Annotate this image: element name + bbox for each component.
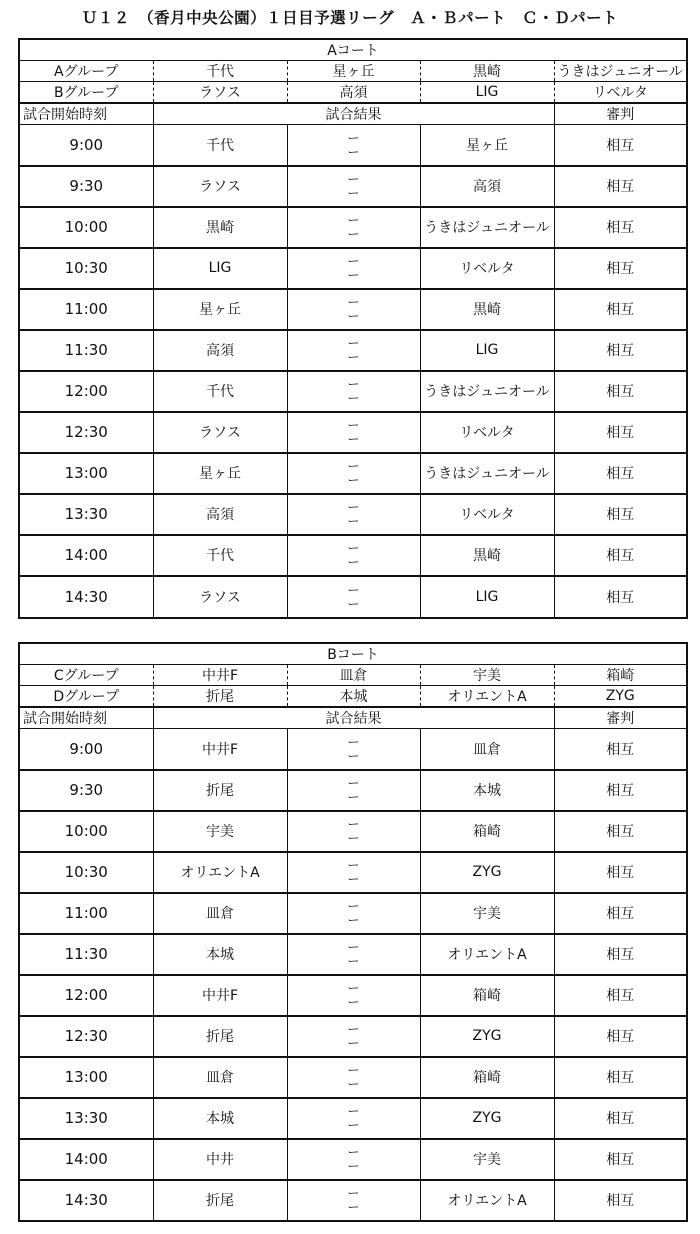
court-name: Aコート [19, 39, 687, 61]
away-team: 宇美 [420, 893, 554, 934]
score-home: ー [347, 1145, 360, 1159]
group-label: Cグループ [19, 665, 153, 686]
home-team: ラソス [153, 166, 287, 207]
match-referee: 相互 [554, 811, 687, 852]
score-away: ー [347, 1118, 360, 1132]
home-team: 本城 [153, 934, 287, 975]
match-time: 10:00 [19, 811, 153, 852]
match-score [287, 207, 420, 248]
match-row [19, 535, 687, 576]
match-time: 14:00 [19, 1139, 153, 1180]
match-time: 14:00 [19, 535, 153, 576]
match-referee: 相互 [554, 852, 687, 893]
score-home: ー [347, 1104, 360, 1118]
match-referee: 相互 [554, 975, 687, 1016]
referee-header: 審判 [554, 103, 687, 125]
away-team: 黒崎 [420, 289, 554, 330]
match-time: 11:00 [19, 289, 153, 330]
match-score [287, 535, 420, 576]
score-home: ー [347, 940, 360, 954]
group-team: リベルタ [554, 82, 687, 104]
away-team: 宇美 [420, 1139, 554, 1180]
score-home: ー [347, 172, 360, 186]
match-score [287, 412, 420, 453]
away-team: ZYG [420, 1098, 554, 1139]
match-row [19, 125, 687, 166]
match-row [19, 576, 687, 618]
score-home: ー [347, 130, 360, 145]
score-away: ー [347, 350, 360, 364]
away-team: ZYG [420, 1016, 554, 1057]
group-team: ラソス [153, 82, 287, 104]
match-referee: 相互 [554, 770, 687, 811]
score-home: ー [347, 377, 360, 391]
match-row [19, 207, 687, 248]
score-home: ー [347, 336, 360, 350]
result-header: 試合結果 [153, 707, 554, 729]
match-row [19, 934, 687, 975]
match-row [19, 1098, 687, 1139]
away-team: リベルタ [420, 412, 554, 453]
match-referee: 相互 [554, 166, 687, 207]
match-referee: 相互 [554, 248, 687, 289]
match-score [287, 1139, 420, 1180]
group-team: 本城 [287, 686, 420, 708]
match-time: 13:00 [19, 1057, 153, 1098]
match-score [287, 852, 420, 893]
match-score [287, 248, 420, 289]
match-time: 10:30 [19, 852, 153, 893]
score-away: ー [347, 596, 360, 611]
group-team: LIG [420, 82, 554, 104]
group-row-d [19, 686, 687, 708]
away-team: 箱崎 [420, 1057, 554, 1098]
home-team: 中井 [153, 1139, 287, 1180]
away-team: LIG [420, 576, 554, 618]
match-time: 13:30 [19, 494, 153, 535]
match-row [19, 289, 687, 330]
away-team: うきはジュニオール [420, 453, 554, 494]
match-referee: 相互 [554, 576, 687, 618]
match-score [287, 125, 420, 166]
score-away: ー [347, 1159, 360, 1173]
score-away: ー [347, 144, 360, 159]
home-team: 黒崎 [153, 207, 287, 248]
match-referee: 相互 [554, 729, 687, 770]
score-home: ー [347, 254, 360, 268]
group-team: 皿倉 [287, 665, 420, 686]
home-team: 皿倉 [153, 893, 287, 934]
column-header-row [19, 707, 687, 729]
score-away: ー [347, 186, 360, 200]
away-team: ZYG [420, 852, 554, 893]
home-team: 折尾 [153, 1016, 287, 1057]
group-team: 中井F [153, 665, 287, 686]
group-team: 折尾 [153, 686, 287, 708]
match-time: 14:30 [64, 587, 108, 606]
match-time: 9:00 [19, 125, 153, 166]
court-b-schedule-table [18, 642, 688, 1222]
home-team: 高須 [153, 494, 287, 535]
match-row [19, 811, 687, 852]
home-team: 中井F [153, 975, 287, 1016]
home-team: 千代 [153, 125, 287, 166]
score-home: ー [347, 213, 360, 227]
home-team: 千代 [153, 371, 287, 412]
away-team: 箱崎 [420, 975, 554, 1016]
match-referee: 相互 [554, 1098, 687, 1139]
home-team: 皿倉 [153, 1057, 287, 1098]
score-away: ー [347, 227, 360, 241]
home-team: ラソス [153, 576, 287, 618]
match-score [287, 330, 420, 371]
group-team: 宇美 [420, 665, 554, 686]
score-home: ー [347, 418, 360, 432]
match-time: 11:30 [19, 934, 153, 975]
match-time: 14:30 [64, 1191, 108, 1209]
match-referee: 相互 [554, 125, 687, 166]
match-score [287, 1098, 420, 1139]
match-time: 12:00 [19, 371, 153, 412]
group-label: Bグループ [19, 82, 153, 104]
result-header: 試合結果 [153, 103, 554, 125]
home-team: 宇美 [153, 811, 287, 852]
match-row [19, 494, 687, 535]
match-score [287, 166, 420, 207]
group-row-a [19, 61, 687, 82]
match-score [287, 729, 420, 770]
score-home: ー [347, 776, 360, 790]
home-team: 折尾 [153, 1180, 287, 1221]
home-team: 星ヶ丘 [153, 289, 287, 330]
match-score [287, 371, 420, 412]
home-team: 星ヶ丘 [153, 453, 287, 494]
score-home: ー [347, 1063, 360, 1077]
match-referee: 相互 [554, 371, 687, 412]
group-team: うきはジュニオール [554, 61, 687, 82]
away-team: 箱崎 [420, 811, 554, 852]
page-title: Ｕ１２ （香月中央公園）１日目予選リーグ Ａ・Ｂパート Ｃ・Ｄパート [81, 9, 619, 27]
match-score [287, 770, 420, 811]
group-label: Dグループ [19, 686, 153, 708]
match-row [19, 412, 687, 453]
match-referee: 相互 [554, 289, 687, 330]
match-time: 9:30 [19, 166, 153, 207]
court-header-row [19, 643, 687, 665]
match-row [19, 852, 687, 893]
home-team: LIG [153, 248, 287, 289]
away-team: リベルタ [420, 494, 554, 535]
score-away: ー [347, 913, 360, 927]
score-home: ー [347, 541, 360, 555]
start-time-header: 試合開始時刻 [19, 103, 153, 125]
group-row-c [19, 665, 687, 686]
match-row [19, 975, 687, 1016]
match-row [19, 1180, 687, 1221]
score-away: ー [347, 954, 360, 968]
match-row [19, 1016, 687, 1057]
match-score [287, 289, 420, 330]
column-header-row [19, 103, 687, 125]
match-referee: 相互 [554, 1180, 687, 1221]
match-row [19, 1139, 687, 1180]
match-score [287, 1016, 420, 1057]
match-score [287, 1057, 420, 1098]
match-score [287, 1180, 420, 1221]
score-home: ー [347, 500, 360, 514]
away-team: 星ヶ丘 [420, 125, 554, 166]
referee-header: 審判 [554, 707, 687, 729]
score-away: ー [347, 995, 360, 1009]
court-header-row [19, 39, 687, 61]
match-referee: 相互 [554, 330, 687, 371]
score-away: ー [347, 268, 360, 282]
group-label: Aグループ [19, 61, 153, 82]
away-team: オリエントA [420, 1180, 554, 1221]
court-b-table-body [19, 643, 687, 1221]
score-home: ー [347, 817, 360, 831]
away-team: 黒崎 [420, 535, 554, 576]
home-team: 中井F [153, 729, 287, 770]
match-row [19, 729, 687, 770]
home-team: ラソス [153, 412, 287, 453]
match-row [19, 453, 687, 494]
match-score [287, 576, 420, 618]
score-away: ー [347, 831, 360, 845]
group-team: 高須 [287, 82, 420, 104]
court-a-schedule-table [18, 38, 688, 619]
match-referee: 相互 [554, 494, 687, 535]
match-row [19, 893, 687, 934]
score-away: ー [347, 790, 360, 804]
match-time: 13:00 [19, 453, 153, 494]
home-team: オリエントA [153, 852, 287, 893]
score-away: ー [347, 432, 360, 446]
match-referee: 相互 [554, 893, 687, 934]
match-referee: 相互 [554, 453, 687, 494]
match-referee: 相互 [554, 934, 687, 975]
court-name: Bコート [19, 643, 687, 665]
score-home: ー [347, 459, 360, 473]
start-time-header: 試合開始時刻 [19, 707, 153, 729]
court-a-table-body [19, 39, 687, 618]
away-team: 高須 [420, 166, 554, 207]
score-away: ー [347, 872, 360, 886]
match-referee: 相互 [554, 1016, 687, 1057]
score-away: ー [347, 309, 360, 323]
score-home: ー [347, 1186, 360, 1200]
score-home: ー [347, 734, 360, 749]
match-referee: 相互 [554, 535, 687, 576]
match-referee: 相互 [554, 1057, 687, 1098]
match-row [19, 371, 687, 412]
group-team: ZYG [554, 686, 687, 708]
match-score [287, 975, 420, 1016]
score-home: ー [347, 899, 360, 913]
match-row [19, 1057, 687, 1098]
match-row [19, 330, 687, 371]
score-home: ー [347, 295, 360, 309]
match-score [287, 811, 420, 852]
home-team: 本城 [153, 1098, 287, 1139]
score-away: ー [347, 1200, 360, 1214]
score-away: ー [347, 1036, 360, 1050]
match-time: 13:30 [19, 1098, 153, 1139]
match-row [19, 248, 687, 289]
away-team: うきはジュニオール [420, 207, 554, 248]
match-time: 9:30 [19, 770, 153, 811]
match-time: 11:00 [19, 893, 153, 934]
match-time: 12:30 [19, 412, 153, 453]
home-team: 千代 [153, 535, 287, 576]
score-home: ー [347, 582, 360, 597]
away-team: 皿倉 [420, 729, 554, 770]
away-team: うきはジュニオール [420, 371, 554, 412]
match-score [287, 934, 420, 975]
away-team: オリエントA [420, 934, 554, 975]
away-team: LIG [420, 330, 554, 371]
score-away: ー [347, 473, 360, 487]
match-referee: 相互 [554, 207, 687, 248]
match-score [287, 893, 420, 934]
score-home: ー [347, 981, 360, 995]
score-away: ー [347, 748, 360, 763]
match-row [19, 770, 687, 811]
group-row-b [19, 82, 687, 104]
group-team: 星ヶ丘 [287, 61, 420, 82]
group-team: 箱崎 [554, 665, 687, 686]
home-team: 高須 [153, 330, 287, 371]
group-team: 黒崎 [420, 61, 554, 82]
score-away: ー [347, 555, 360, 569]
group-team: 千代 [153, 61, 287, 82]
match-score [287, 453, 420, 494]
match-referee: 相互 [554, 1139, 687, 1180]
score-away: ー [347, 514, 360, 528]
match-time: 11:30 [19, 330, 153, 371]
score-away: ー [347, 1077, 360, 1091]
match-referee: 相互 [554, 412, 687, 453]
match-time: 9:00 [19, 729, 153, 770]
away-team: リベルタ [420, 248, 554, 289]
match-time: 10:00 [19, 207, 153, 248]
match-time: 12:00 [19, 975, 153, 1016]
score-home: ー [347, 1022, 360, 1036]
match-time: 10:30 [19, 248, 153, 289]
match-time: 12:30 [19, 1016, 153, 1057]
score-home: ー [347, 858, 360, 872]
match-score [287, 494, 420, 535]
home-team: 折尾 [153, 770, 287, 811]
score-away: ー [347, 391, 360, 405]
away-team: 本城 [420, 770, 554, 811]
group-team: オリエントA [420, 686, 554, 708]
match-row [19, 166, 687, 207]
